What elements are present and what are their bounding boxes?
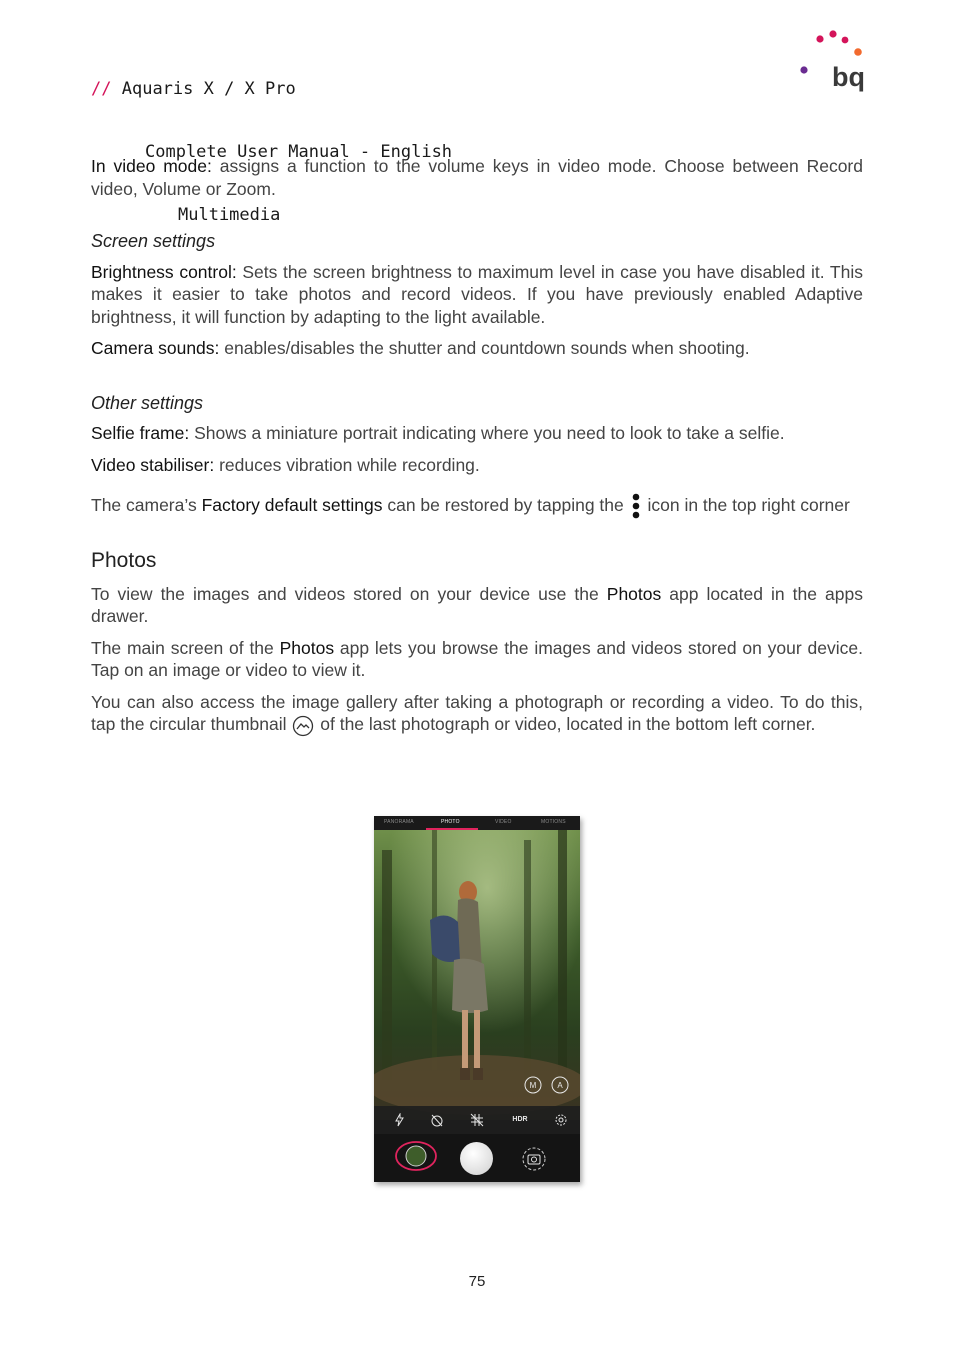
term-text: enables/disables the shutter and countdown sounds when shooting. [219,338,750,358]
text-fragment: app located in the apps drawer. [91,583,863,627]
paragraph-photos-2 [91,637,863,682]
camera-app-screenshot [374,816,580,1182]
paragraph-camera-sounds [91,337,863,360]
term-text: assigns a function to the volume keys in video mode. Choose between Record video, Volume or Zoom. [91,156,863,199]
subheading-screen-settings: Screen settings [91,231,216,251]
switch-camera-icon[interactable] [521,1146,547,1172]
term-label: Photos [606,583,662,604]
viewfinder-photo [374,830,580,1120]
mode-tab-video[interactable]: VIDEO [495,819,512,825]
paragraph-photos-1 [91,583,863,628]
text-fragment: can be restored by tapping the [382,495,629,515]
more-options-icon [629,492,643,520]
header-line-2: Complete User Manual - English [145,142,453,162]
text-fragment: The main screen of the [91,637,280,658]
term-text: Sets the screen brightness to maximum level in case you have disabled it. This makes it easier to take photos and record videos. If you have previously enabled Adaptive brightness, it will function by adapting to the light available. [91,261,863,327]
manual-mode-label: M [529,1081,537,1090]
mode-tab-photo[interactable]: PHOTO [441,819,460,825]
header-line-3: Multimedia [178,205,281,225]
timer-off-icon[interactable] [430,1113,444,1127]
logo-dot [854,48,862,56]
logo-text: bq [832,62,865,92]
paragraph-selfie-frame [91,422,863,445]
term-label: Selfie frame: [91,423,190,443]
hdr-toggle[interactable]: HDR [512,1116,528,1123]
paragraph-factory-default [91,492,863,520]
logo-dot [842,37,849,44]
mode-tab-motions[interactable]: MOTIONS [541,819,566,825]
camera-bottom-bar [374,1134,580,1182]
heading-photos: Photos [91,549,157,573]
gallery-thumbnail-button[interactable] [394,1140,438,1172]
subheading-other-settings: Other settings [91,392,204,413]
term-label: Camera sounds: [91,338,220,358]
text-fragment: To view the images and videos stored on your device use the [91,583,607,604]
settings-icon[interactable] [554,1113,568,1127]
text-fragment: The camera’s [91,495,202,515]
camera-toolbar [374,1106,580,1134]
term-text: reduces vibration while recording. [214,454,480,475]
term-label: Factory default settings [201,495,383,515]
grid-off-icon[interactable] [470,1113,484,1127]
header-line-1 [91,79,452,100]
paragraph-video-mode [91,155,863,200]
paragraph-brightness [91,261,863,329]
text-fragment: You can also access the image gallery after taking a photograph or recording a video. To do this, tap the circular thumbnail [91,691,863,735]
shutter-button[interactable] [460,1142,493,1175]
text-fragment: of the last photograph or video, located in the bottom left corner. [315,714,816,735]
bq-logo [796,26,868,96]
thumbnail-gallery-icon [291,715,315,737]
term-label: In video mode: [91,156,212,176]
header-title: Aquaris X / X Pro [121,79,296,99]
term-label: Video stabiliser: [91,454,215,475]
logo-dot [829,30,836,37]
camera-mode-bar [374,816,580,830]
flash-auto-icon[interactable] [393,1113,407,1127]
auto-mode-label: A [557,1081,563,1090]
page-number: 75 [468,1273,486,1290]
paragraph-photos-3 [91,691,863,737]
header-slashes: // [91,79,112,99]
logo-dot [816,35,823,42]
logo-dot [800,66,807,73]
text-fragment: icon in the top right corner [642,495,850,515]
mode-tab-panorama[interactable]: PANORAMA [384,819,414,825]
term-text: Shows a miniature portrait indicating where you need to look to take a selfie. [189,423,785,443]
term-label: Brightness control: [91,261,237,282]
page-content [91,155,863,746]
paragraph-video-stabiliser [91,454,863,477]
text-fragment: app lets you browse the images and videos stored on your device. Tap on an image or video to view it. [91,637,863,681]
term-label: Photos [279,637,335,658]
